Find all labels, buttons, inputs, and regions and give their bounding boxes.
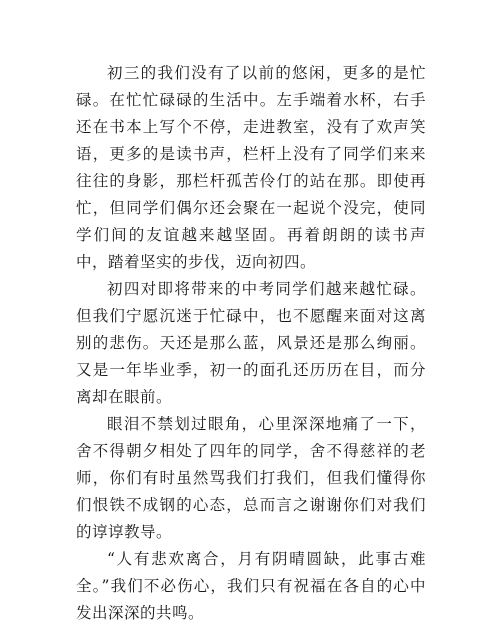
paragraph-3: 眼泪不禁划过眼角，心里深深地痛了一下，舍不得朝夕相处了四年的同学，舍不得慈祥的老师，你们有时虽然骂我们打我们，但我们懂得你们恨铁不成钢的心态，总而言之谢谢你们对我们的谆谆教导。 <box>76 415 426 541</box>
paragraph-4: “人有悲欢离合，月有阴晴圆缺，此事古难全。”我们不必伤心，我们只有祝福在各自的心中发出深深的共鸣。 <box>76 550 426 622</box>
paragraph-2: 初四对即将带来的中考同学们越来越忙碌。但我们宁愿沉迷于忙碌中，也不愿醒来面对这离别的悲伤。天还是那么蓝，风景还是那么绚丽。又是一年毕业季，初一的面孔还历历在目，而分离却在眼前。 <box>76 280 426 406</box>
paragraph-1: 初三的我们没有了以前的悠闲，更多的是忙碌。在忙忙碌碌的生活中。左手端着水杯，右手还在书本上写个不停，走进教室，没有了欢声笑语，更多的是读书声，栏杆上没有了同学们来来往往的身影，那栏杆孤苦伶仃的站在那。即使再忙，但同学们偶尔还会聚在一起说个没完，使同学们间的友谊越来越坚固。再着朗朗的读书声中，踏着坚实的步伐，迈向初四。 <box>76 64 426 271</box>
article-body <box>76 60 426 627</box>
